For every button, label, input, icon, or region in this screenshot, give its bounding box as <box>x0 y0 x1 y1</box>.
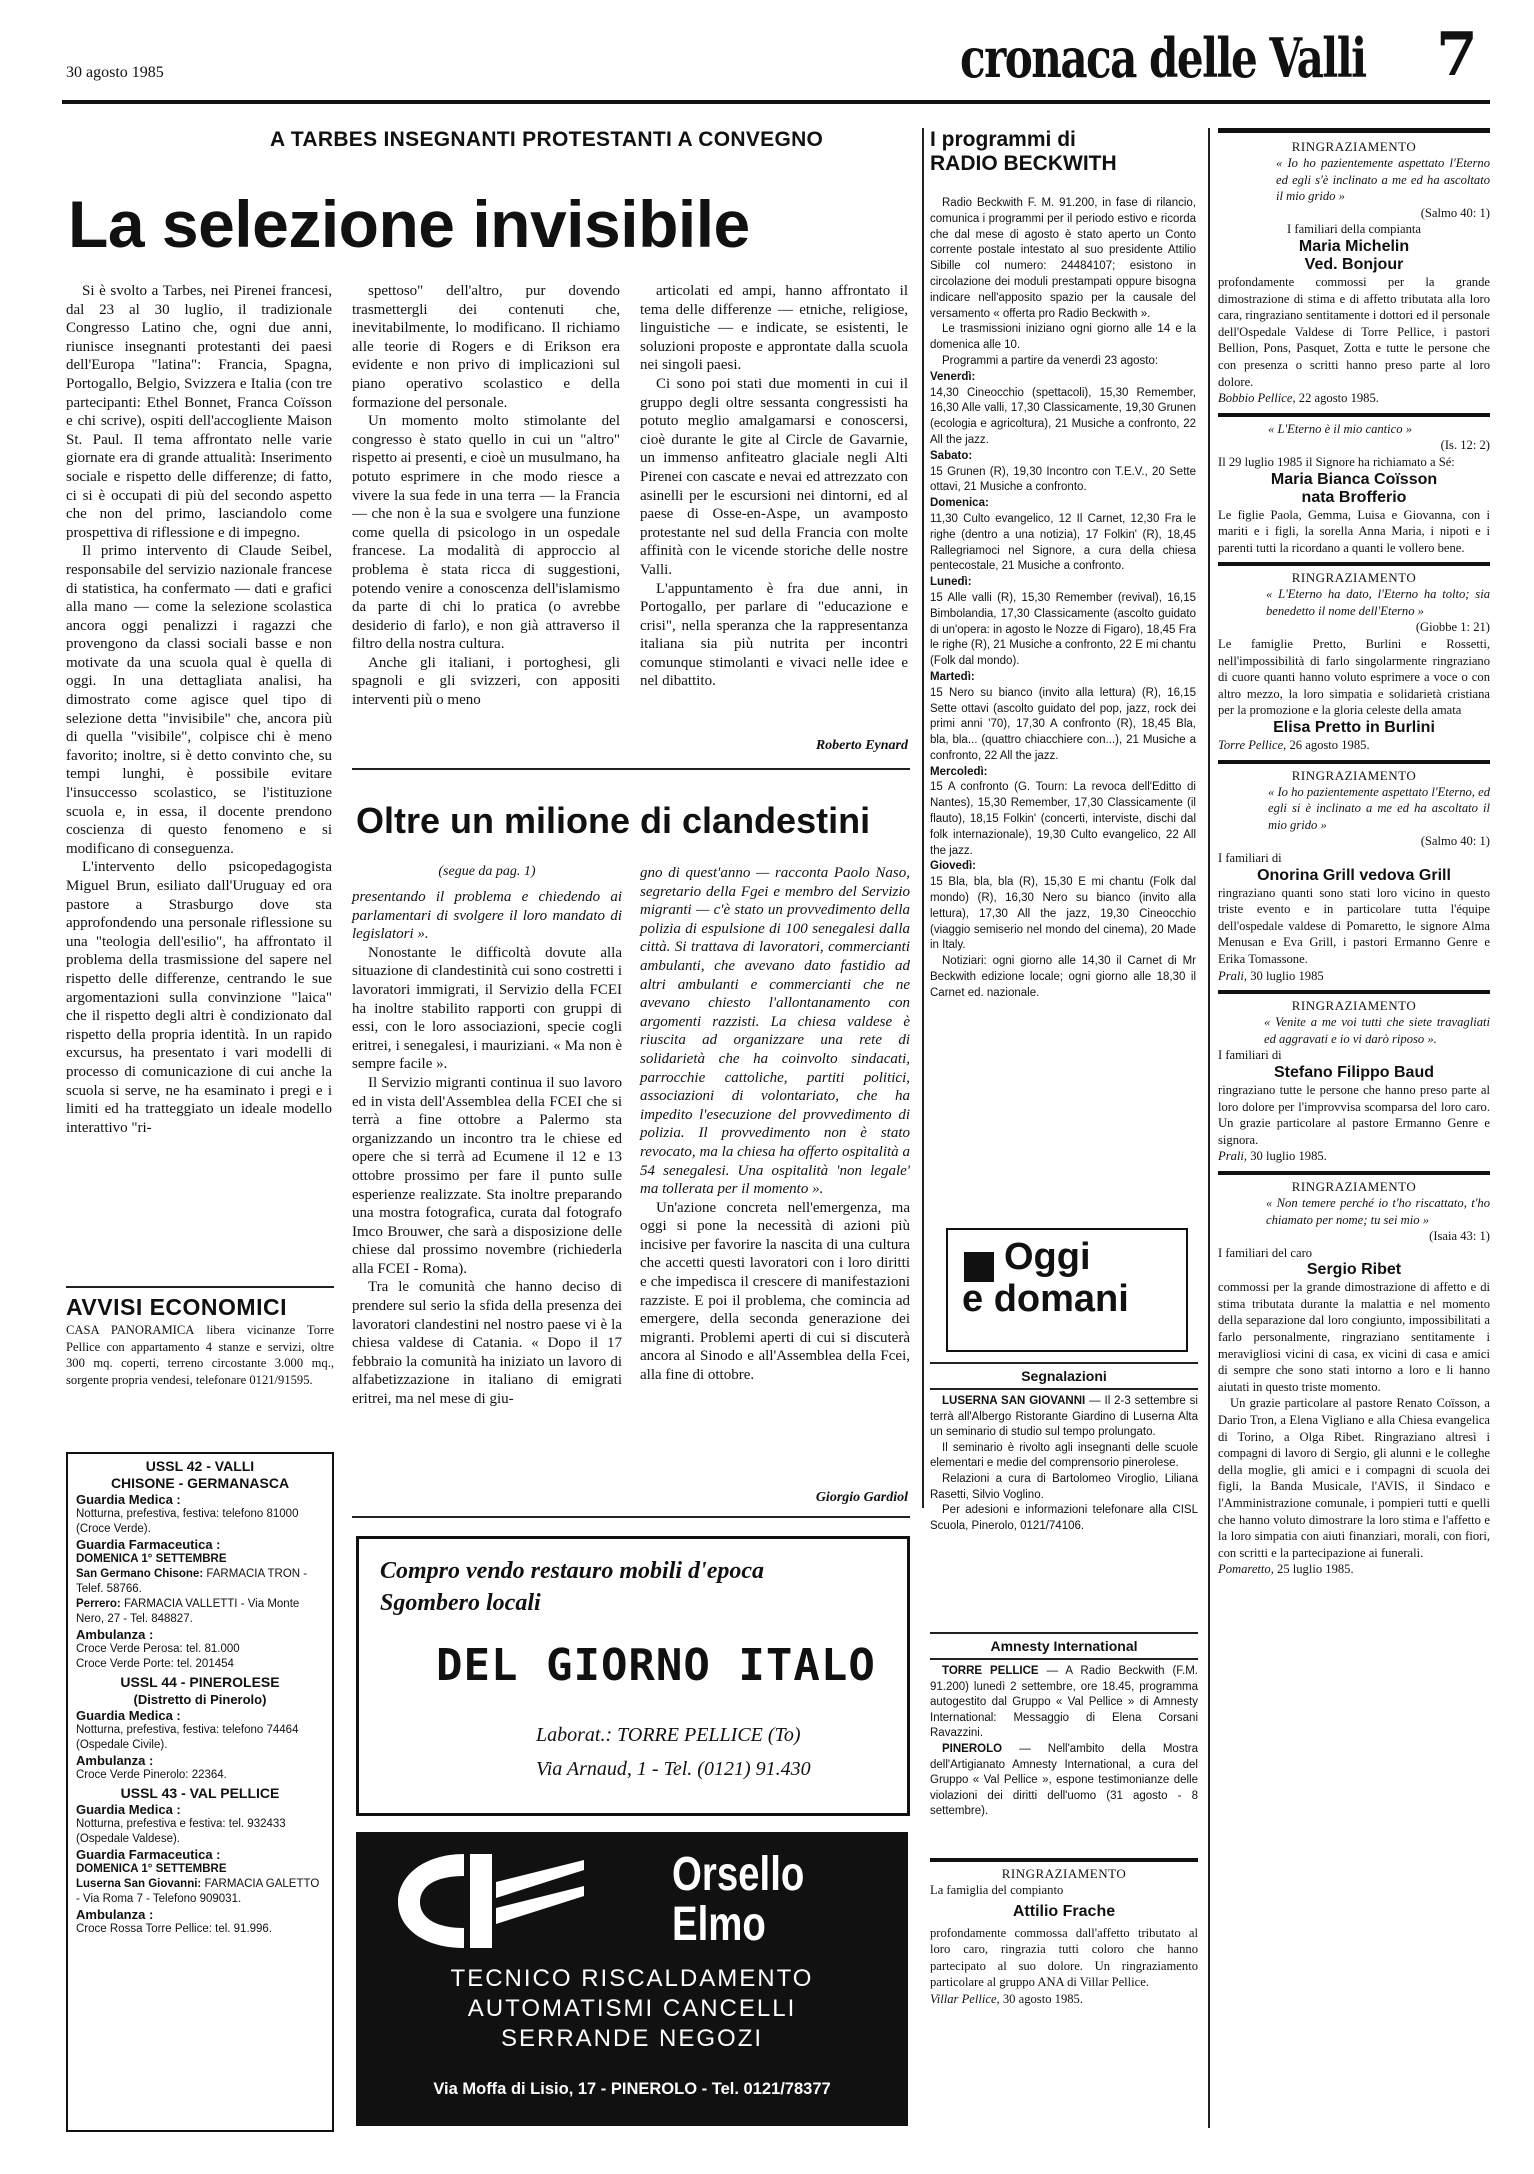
article2-continuation: (segue da pag. 1) <box>438 864 536 879</box>
thanks-bar <box>1218 760 1490 764</box>
thanks-intro: I familiari della compianta <box>1287 222 1421 237</box>
radio-day <box>930 575 1196 670</box>
article2-column-2 <box>640 864 910 1450</box>
sign-place: Bobbio Pellice, <box>1218 391 1296 406</box>
thanks-body: commossi per la grande dimostrazione di affetto e di stima tributata durante la malattia e nel momento della separazione dal loro congiunto, impossibilitati a farlo personalmente, ringraziano sentitamente i meravigliosi vicini di casa, ex vicini di casa e amici di sempre che sono stati intorno a loro e li hanno aiutati in questo triste momento. <box>1218 1280 1490 1394</box>
article1-column-3 <box>640 282 908 734</box>
paragraph: articolati ed ampi, hanno affrontato il tema delle differenze — etniche, religiose, linguistiche — e indicate, se esistenti, le soluzioni proposte e approntate dalla scuola nei singoli paesi. <box>640 283 908 374</box>
divider <box>930 1632 1198 1634</box>
paragraph: Anche gli italiani, i portoghesi, gli spagnoli e gli svizzeri, con appositi interventi più o meno <box>352 654 620 709</box>
day-label: Venerdì: <box>930 370 976 383</box>
day-label: Giovedì: <box>930 860 977 873</box>
ambulanza-label: Ambulanza : <box>76 1627 154 1642</box>
day-label: Martedì: <box>930 670 975 683</box>
notice-text: — A Radio Beckwith (F.M. 91.200) lunedì 2 settembre, ore 18.45, programma autogestito dal Gruppo « Val Pellice » di Amnesty International: Messaggio di Elena Corsani Ravazzini. <box>930 1665 1198 1740</box>
ad-line-1: Compro vendo restauro mobili d'epoca <box>380 1558 764 1584</box>
pharmacy-text: FARMACIA VALLETTI - Via Monte Nero, 27 - Tel. 848827. <box>76 1598 300 1625</box>
thanks-intro: I familiari di <box>1218 1048 1282 1063</box>
quote-reference: (Is. 12: 2) <box>1440 438 1490 453</box>
segnalazioni-heading: Segnalazioni <box>1021 1368 1107 1384</box>
sign-place: Prali, <box>1218 1149 1248 1164</box>
radio-outro: Notiziari: ogni giorno alle 14,30 il Carnet di Mr Beckwith edizione locale; ogni giorno alle 18,30 il Carnet ed. nazionale. <box>930 955 1196 999</box>
ad-service-line: TECNICO RISCALDAMENTO <box>450 1965 814 1992</box>
day-label: Lunedì: <box>930 576 972 589</box>
notice-text: Per adesioni e informazioni telefonare alla CISL Scuola, Pinerolo, 0121/74106. <box>930 1504 1198 1532</box>
obituary-column <box>1218 128 1490 2128</box>
guardia-farmaceutica-label: Guardia Farmaceutica : <box>76 1847 221 1862</box>
thanks-body: profondamente commossi per la grande dimostrazione di stima e di affetto tributata alla loro cara, ringraziano sentitamente i dottori ed il personale dell'Ospedale Valdese di Torre Pellice, i pastori Bellion, Pons, Pasquet, Zotta e tutte le persone che con presenza o scritti hanno preso parte al loro dolore. <box>1218 274 1490 389</box>
column-rule <box>922 128 924 1508</box>
sign-date: 22 agosto 1985. <box>1298 391 1379 406</box>
pharmacy-date: DOMENICA 1° SETTEMBRE <box>76 1553 227 1565</box>
day-label: Domenica: <box>930 497 989 510</box>
deceased-name: Maria Bianca Coïsson <box>1270 470 1438 488</box>
article1-column-1 <box>66 282 332 1136</box>
thanks-heading: RINGRAZIAMENTO <box>1291 998 1417 1014</box>
day-programs: 15 Alle valli (R), 15,30 Remember (revival), 16,15 Bimbolandia, 17,30 Classicamente (ascolto guidato di un'opera: in agosto le Nozze di Figaro), 18,45 Fra le righe (R), 21 Musiche a confronto, 22 E mi chantu (Folk dal mondo). <box>930 591 1196 668</box>
divider <box>930 1388 1198 1390</box>
ad-services <box>356 1964 908 2054</box>
deceased-name: Maria Michelin <box>1298 237 1410 255</box>
radio-intro-2: Le trasmissioni iniziano ogni giorno alle 14 e la domenica alle 10. <box>930 323 1196 352</box>
radio-day <box>930 370 1196 449</box>
thanks-bar <box>930 1858 1198 1862</box>
pharmacy-place: San Germano Chisone: <box>76 1568 204 1580</box>
guardia-medica-label: Guardia Medica : <box>76 1708 181 1723</box>
ad-service-line: SERRANDE NEGOZI <box>500 2025 764 2052</box>
thanks-bar <box>1218 128 1490 133</box>
sign-place: Villar Pellice, <box>930 1991 1000 2006</box>
place-label: TORRE PELLICE <box>942 1665 1039 1677</box>
place-label: PINEROLO <box>942 1742 1003 1755</box>
thanks-heading: RINGRAZIAMENTO <box>1291 139 1417 154</box>
avvisi-title: AVVISI ECONOMICI <box>66 1294 287 1320</box>
sign-place: Torre Pellice, <box>1218 738 1287 753</box>
radio-day <box>930 496 1196 575</box>
avvisi-text <box>66 1322 334 1388</box>
sign-place: Pomaretto, <box>1218 1562 1274 1577</box>
column-rule <box>1208 128 1210 2128</box>
pharmacy-text: FARMACIA TRON - Telef. 58766. <box>76 1568 308 1595</box>
day-programs: 15 Bla, bla, bla (R), 15,30 E mi chantu (Folk dal mondo) (R), 16,30 Nero su bianco (invito alla lettura), 17,30 All the jazz, 19,30 Cineocchio (viaggio semiserio nel mondo del cinema), 20 Made in Italy. <box>930 876 1196 952</box>
guardia-medica-label: Guardia Medica : <box>76 1802 181 1817</box>
issue-date: 30 agosto 1985 <box>66 64 164 81</box>
deceased-name-2: Ved. Bonjour <box>1304 255 1404 273</box>
oggi-title-2: e domani <box>962 1278 1129 1320</box>
ad-address: Via Arnaud, 1 - Tel. (0121) 91.430 <box>536 1758 811 1780</box>
pharmacy-text: FARMACIA GALETTO - Via Roma 7 - Telefono 909031. <box>76 1878 320 1905</box>
article2-title: Oltre un milione di clandestini <box>356 800 871 841</box>
ambulanza-label: Ambulanza : <box>76 1753 154 1768</box>
guardia-medica-label: Guardia Medica : <box>76 1492 181 1507</box>
thanks-bar <box>1218 990 1490 994</box>
day-label: Sabato: <box>930 449 973 462</box>
notice-text: Il seminario è rivolto agli insegnanti delle scuole elementari e medie del comprensorio pinerolese. <box>930 1441 1198 1470</box>
guardia-medica-text: Notturna, prefestiva, festiva: telefono 74464 (Ospedale Civile). <box>76 1724 299 1751</box>
thanks-body: ringraziano tutte le persone che hanno preso parte al loro dolore per l'improvvisa scomparsa del loro caro. Un grazie particolare al pastore Ermanno Genre e signora. <box>1218 1082 1490 1147</box>
article1-author: Roberto Eynard <box>815 738 908 753</box>
sign-date: 30 luglio 1985. <box>1250 1149 1327 1164</box>
ambulanza-text: Croce Verde Perosa: tel. 81.000 <box>76 1643 240 1655</box>
paragraph: presentando il problema e chiedendo ai parlamentari di svolgere il loro mandato di legislatori ». <box>352 889 622 943</box>
page-number: 7 <box>1436 20 1478 90</box>
bible-quote: « L'Eterno è il mio cantico » <box>1268 421 1413 436</box>
thanks-bar <box>1218 1171 1490 1175</box>
thanks-heading: RINGRAZIAMENTO <box>1001 1866 1127 1881</box>
thanks-intro: I familiari di <box>1218 851 1282 865</box>
ambulanza-label: Ambulanza : <box>76 1907 154 1922</box>
thanks-intro: I familiari del caro <box>1218 1245 1313 1260</box>
avvisi-lead: CASA PANORAMICA <box>66 1323 195 1337</box>
day-label: Mercoledì: <box>930 765 988 778</box>
deceased-name: Onorina Grill vedova Grill <box>1257 866 1451 884</box>
ad-line-2: Sgombero locali <box>380 1590 541 1616</box>
ussl-title-2: CHISONE - GERMANASCA <box>110 1475 290 1491</box>
quote-reference: (Salmo 40: 1) <box>1420 205 1490 220</box>
bible-quote: « Io ho pazientemente aspettato l'Eterno, ed egli si è inclinato a me ed ha ascoltato il mio grido » <box>1268 784 1490 832</box>
sign-date: 25 luglio 1985. <box>1277 1562 1354 1577</box>
segnalazioni-text <box>930 1394 1198 1534</box>
radio-title <box>930 128 1117 176</box>
paragraph: gno di quest'anno — racconta Paolo Naso, segretario della Fgei e membro del Servizio migranti — c'è stato un provvedimento della polizia di espulsione di 100 senegalesi dalla città. Si trattava di lavoratori, commercianti ambulanti, che avevano dato fastidio ad altri ambulanti e commercianti che ne avevano chiesto l'allontanamento con argomenti razzisti. La chiesa valdese è riuscita ad organizzare una rete di solidarietà che ha coinvolto sindacati, parrocchie cattoliche, partiti politici, associazioni di volontariato, che ha impedito l'esecuzione del provvedimento di polizia. Il provvedimento non è stato revocato, ma la chiesa ha offerto ospitalità a 54 senegalesi. Una ospitalità 'non legale' ma tollerata per il momento ». <box>640 865 910 1198</box>
paragraph: Un'azione concreta nell'emergenza, ma oggi si pone la necessità di azioni più incisive per favorire la nascita di una cultura che accetti questi lavoratori con i loro diritti e che impedisca il crescere di manifestazioni razziste. E poi il problema, che comincia ad emergere, della seconda generazione dei migranti. Problemi aperti di cui si discuterà ancora al Sinodo e all'Assemblea della Fcei, alla fine di ottobre. <box>640 1199 910 1384</box>
deceased-name: Elisa Pretto in Burlini <box>1273 719 1435 737</box>
radio-intro-3: Programmi a partire da venerdì 23 agosto: <box>942 354 1159 367</box>
paragraph: Nonostante le difficoltà dovute alla situazione di clandestinità cui sono costretti i lavoratori immigrati, il Servizio della FCEI ha inoltre stabilito rapporti con gruppi di essi, con le loro associazioni, specie cogli eritrei, i senegalesi, i mauriziani. « Ma non è sempre facile ». <box>352 944 622 1073</box>
radio-day <box>930 859 1196 954</box>
thanks-heading: RINGRAZIAMENTO <box>1291 1178 1417 1194</box>
pharmacy-place: Luserna San Giovanni: <box>76 1878 202 1890</box>
guardia-medica-text: Notturna, prefestiva e festiva: tel. 932433 (Ospedale Valdese). <box>76 1818 286 1845</box>
guardia-farmaceutica-label: Guardia Farmaceutica : <box>76 1537 221 1552</box>
deceased-name: Sergio Ribet <box>1306 1261 1402 1279</box>
bible-quote: « Venite a me voi tutti che siete travagliati ed aggravati e io vi darò riposo ». <box>1264 1015 1490 1046</box>
quote-reference: (Salmo 40: 1) <box>1420 834 1490 849</box>
radio-day <box>930 449 1196 496</box>
article2-column-1 <box>352 888 622 1454</box>
article1-kicker: A TARBES INSEGNANTI PROTESTANTI A CONVEGNO <box>270 128 824 151</box>
ussl-title: USSL 42 - VALLI <box>145 1458 255 1474</box>
thanks-body-2: Un grazie particolare al pastore Renato Coïsson, a Dario Tron, a Elena Vigliano e alla Chiesa evangelica di Torino, a Olga Ribet. Ringraziano altresì i compagni di lavoro di Sergio, gli alunni e le colleghe della moglie, gli amici e i compagni di scuola dei figli, la Banda Musicale, l'AVIS, il Sindaco e l'Amministrazione comunale, i pompieri tutti e quelli che hanno voluto dimostrare la loro stima e l'affetto e la loro simpatia con aiuti finanziari, morali, con fiori, con scritti e la partecipazione ai funerali. <box>1218 1396 1490 1560</box>
paragraph: spettoso" dell'altro, pur dovendo trasmettergli dei contenuti che, inevitabilmente, lo modificano. Il richiamo alle teorie di Rogers e di Erikson era evidente e non privo di implicazioni sul piano operativo scolastico e della formazione del personale. <box>352 283 620 411</box>
ad-brand: Orsello <box>672 1848 805 1901</box>
radio-title-line-2: RADIO BECKWITH <box>930 152 1117 175</box>
thanks-bar <box>1218 413 1490 417</box>
thanks-body: Le figlie Paola, Gemma, Luisa e Giovanna, con i mariti e i figli, la sorella Anna Maria, i nipoti e i parenti tutti la ricordano a quanti le vollero bene. <box>1218 507 1490 555</box>
deceased-name-2: nata Brofferio <box>1301 488 1407 506</box>
paragraph: Un momento molto stimolante del congresso è stato quello in cui un "altro" rispetto ai presenti, e cioè un musulmano, ha potuto esprimere in che modo riesce a vivere la sua fede in una terra — la Francia — che non è la sua e svolgere una funzione come quella di psicologo in un ospedale francese. La modalità di approccio al problema è stata ricca di suggestioni, potendo venire a conoscenza dell'islamismo da parte di chi lo pratica (o avrebbe desiderio di farlo), e non già attraverso il filtro della nostra cultura. <box>352 413 620 653</box>
amnesty-heading: Amnesty International <box>990 1638 1138 1654</box>
day-programs: 15 Nero su bianco (invito alla lettura) (R), 16,15 Sette ottavi (ascolto guidato del pop, jazz, rock dei primi anni '70), 17,30 A confronto (R), 18,45 Bla, bla, bla... (quattro chiacchiere con...), 21 Musiche a confronto, 22 All the jazz. <box>930 686 1196 762</box>
notice-text: — Nell'ambito della Mostra dell'Artigianato Amnesty International, a cura del Gruppo « Val Pellice », espone testimonianze delle violazioni dei diritti dell'uomo (31 agosto - 8 settembre). <box>930 1742 1198 1818</box>
thanks-body: profondamente commossa dall'affetto tributato al loro caro, ringrazia tutti coloro che hanno partecipato al suo dolore. Un ringraziamento particolare al gruppo ANA di Villar Pellice. <box>930 1925 1198 1990</box>
article1-title: La selezione invisibile <box>68 187 750 261</box>
ambulanza-text: Croce Verde Porte: tel. 201454 <box>76 1658 234 1670</box>
guardia-medica-text: Notturna, prefestiva, festiva: telefono 81000 (Croce Verde). <box>76 1508 299 1535</box>
paragraph: Ci sono poi stati due momenti in cui il gruppo degli oltre sessanta congressisti ha potuto meglio amalgamarsi e conoscersi, cioè durante le gite al Circle de Gavarnie, un immenso anfiteatro glaciale negli Alti Pirenei con cascate e nevai ed attrezzato con asinelli per le escursioni nei dintorni, ed al paese di Osse-en-Aspe, un avamposto protestante nel sud della Francia con molte affinità con le vicende storiche delle nostre Valli. <box>640 375 908 578</box>
sign-date: 30 agosto 1985. <box>1002 1991 1083 2006</box>
ad-company-name: DEL GIORNO ITALO <box>436 1640 876 1691</box>
sign-date: 30 luglio 1985 <box>1250 968 1324 983</box>
ad-orsello-address: Via Moffa di Lisio, 17 - PINEROLO - Tel. 0121/78377 <box>433 2080 831 2098</box>
thanks-heading: RINGRAZIAMENTO <box>1291 570 1417 586</box>
divider <box>930 1362 1198 1364</box>
notice-text: — Il 2-3 settembre si terrà all'Albergo Ristorante Giardino di Luserna Alta un seminario di studio sul tempo prolungato. <box>930 1395 1198 1439</box>
ussl-title-2: (Distretto di Pinerolo) <box>133 1692 267 1707</box>
masthead: cronaca delle Valli <box>960 26 1366 90</box>
ussl-title: USSL 44 - PINEROLESE <box>120 1674 280 1690</box>
thanks-intro: La famiglia del compianto <box>930 1883 1064 1897</box>
ad-brand-2: Elmo <box>672 1898 766 1951</box>
paragraph: Il primo intervento di Claude Seibel, responsabile del servizio nazionale francese di statistica, ha confermato — dati e grafici alla mano — come la selezione scolastica ancora oggi penalizzi i ragazzi che provengono da classi sociali basse e non motivate da una scuola qual è quella di oggi. In una dettagliata analisi, ha dimostrato come agisce quel tipo di selezione detta "invisibile" che, ancora più di quella "visibile", colpisce chi è meno favorito; inoltre, si è detto convinto che, su tempi lunghi, è possibile evitare l'insuccesso scolastico, se l'istituzione scuola e, in essa, il docente prendono coscienza di questo fenomeno e si modificano di conseguenza. <box>66 543 332 857</box>
radio-day <box>930 765 1196 860</box>
bible-quote: « Non temere perché io t'ho riscattato, t'ho chiamato per nome; tu sei mio » <box>1266 1195 1490 1227</box>
thanks-heading: RINGRAZIAMENTO <box>1291 767 1417 783</box>
orsello-logo-icon <box>384 1846 594 1956</box>
radio-schedule <box>930 196 1196 1206</box>
oggi-title: Oggi <box>1004 1236 1091 1278</box>
thanks-body: ringraziano quanti sono stati loro vicino in questo triste evento e in particolare tutta l'équipe dell'ospedale valdese di Pomaretto, le signore Alma Menusan e Eva Grill, i pastori Ermanno Genre e Erika Tomassone. <box>1218 885 1490 966</box>
notice-text: Relazioni a cura di Bartolomeo Viroglio, Liliana Rasetti, Silvio Voglino. <box>930 1472 1198 1501</box>
radio-intro: Radio Beckwith F. M. 91.200, in fase di rilancio, comunica i programmi per il periodo estivo e ricorda che dal mese di agosto è stato aperto un Conto corrente postale intestato al suo presidente Attilio Sibille col numero: 24484107; esistono in circolazione dei moduli prestampati oppure bisogna indicare nell'apposito spazio per la causale del versamento « offerta pro Radio Beckwith ». <box>930 197 1196 320</box>
divider <box>352 1516 910 1518</box>
divider <box>930 1658 1198 1660</box>
sign-place: Prali, <box>1218 968 1248 983</box>
day-programs: 15 Grunen (R), 19,30 Incontro con T.E.V., 20 Sette ottavi, 21 Musiche a confronto. <box>930 465 1196 494</box>
quote-reference: (Isaia 43: 1) <box>1429 1229 1490 1244</box>
quote-reference: (Giobbe 1: 21) <box>1415 620 1490 635</box>
ad-lab: Laborat.: TORRE PELLICE (To) <box>536 1724 801 1746</box>
ambulanza-text: Croce Verde Pinerolo: 22364. <box>76 1769 227 1781</box>
header-rule <box>62 100 1490 104</box>
ussl-title: USSL 43 - VAL PELLICE <box>120 1785 280 1801</box>
paragraph: Tra le comunità che hanno deciso di prendere sul serio la sfida della presenza dei lavoratori clandestini nel nostro paese vi è la chiesa valdese di Catania. « Dopo il 17 febbraio la comunità ha iniziato un lavoro di alfabetizzazione in italiano di emigrati eritrei, ma nel mese di giu- <box>352 1279 622 1408</box>
article1-column-2 <box>352 282 620 764</box>
divider <box>66 1286 334 1288</box>
day-programs: 15 A confronto (G. Tourn: La revoca dell'Editto di Nantes), 15,30 Remember, 17,30 Classicamente (il flauto), 18,15 Folkin' (concerti, interviste, dischi dal folk internazionale), 19,30 Culto evangelico, 22 All the jazz. <box>930 781 1196 857</box>
deceased-name: Stefano Filippo Baud <box>1274 1063 1434 1081</box>
avvisi-body: libera vicinanze Torre Pellice con appartamento 4 stanze e servizi, oltre 300 mq. coperti, terreno circostante 3.000 mq., sorgente propria vendesi, telefonare 0121/91595. <box>66 1323 335 1387</box>
bible-quote: « L'Eterno ha dato, l'Eterno ha tolto; sia benedetto il nome dell'Eterno » <box>1266 587 1490 618</box>
thanks-intro: Il 29 luglio 1985 il Signore ha richiamato a Sé: <box>1218 454 1455 469</box>
amnesty-text <box>930 1664 1198 1820</box>
day-programs: 11,30 Culto evangelico, 12 Il Carnet, 12,30 Fra le righe (dentro a una notizia), 17 Folkin' (R), 18,45 Rallegriamoci nel Signore, a cura della chiesa pentecostale, 21 Musiche a confronto. <box>930 512 1196 573</box>
article2-author: Giorgio Gardiol <box>815 1490 908 1505</box>
thanks-body: Le famiglie Pretto, Burlini e Rossetti, nell'impossibilità di farlo singolarmente ringraziano di cuore quanti hanno voluto esprimere a voce o con altro mezzo, la loro simpatia e solidarietà cristiana per la promozione e la gloria celeste della amata <box>1218 637 1490 718</box>
sign-date: 26 agosto 1985. <box>1289 738 1370 753</box>
paragraph: L'appuntamento è fra due anni, in Portogallo, per parlare di "educazione e crisi", nella speranza che la rappresentanza italiana sia più nutrita per incontri comunque stimolanti e vivaci nelle idee e nel dibattito. <box>640 580 908 690</box>
paragraph: Il Servizio migranti continua il suo lavoro ed in vista dell'Assemblea della FCEI che si terrà a fine ottobre a Palermo sta organizzando un incontro tra le chiese ed opere che si terrà ad Ecumene il 12 e 13 ottobre prossimo per fare il punto sulle esperienze realizzate. Sta inoltre preparando una mostra fotografica, curata dal fotografo Imco Brouwer, che sarà a disposizione delle chiese dal prossimo novembre (richiederla alla FCEI - Roma). <box>352 1074 622 1277</box>
ad-service-line: AUTOMATISMI CANCELLI <box>467 1995 797 2022</box>
ambulanza-text: Croce Rossa Torre Pellice: tel. 91.996. <box>76 1923 273 1935</box>
pharmacy-date: DOMENICA 1° SETTEMBRE <box>76 1863 227 1875</box>
paragraph: L'intervento dello psicopedagogista Miguel Brun, esiliato dall'Uruguay ed ora pastore a Strasburgo dove sta approfondendo una personale riflessione su una "teologia dell'esilio", ha affrontato il problema della trasmissione del sapere nel rispetto delle differenze, centrando le sue argomentazioni sulla convinzione "laica" che il rispetto degli altri è condizionato dal rispetto della propria identità. In un rapido excursus, ha presentato i vari modelli di processo di comunicazione di cui anche la scuola si serve, ne ha esaminato i pregi e i limiti ed ha tratteggiato un ideale modello interattivo "ri- <box>66 859 332 1136</box>
radio-title-line-1: I programmi di <box>930 128 1076 151</box>
paragraph: Si è svolto a Tarbes, nei Pirenei francesi, dal 23 al 30 luglio, il tradizionale Congresso Latino che, ogni due anni, riunisce insegnanti protestanti dei paesi dell'Europa "latina": Francia, Spagna, Portogallo, Belgio, Svizzera e Italia (con tre partecipanti: Ethel Bonnet, Franca Coïsson e chi scrive), ospiti dell'accogliente Maison St. Paul. Il tema affrontato nelle varie giornate era di grande attualità: Inserimento sociale e rispetto delle differenze; di fatto, ci si è occupati di più del secondo aspetto che non del primo, lasciandolo come prospettiva di riflessione e di impegno. <box>66 283 332 541</box>
pharmacy-place: Perrero: <box>76 1598 121 1610</box>
divider <box>352 768 910 770</box>
deceased-name: Attilio Frache <box>1012 1902 1116 1920</box>
day-programs: 14,30 Cineocchio (spettacoli), 15,30 Remember, 16,30 Alle valli, 17,30 Classicamente, 19,30 Grunen (ecologia e agricoltura), 21 Musiche a confronto, 22 All the jazz. <box>930 386 1196 446</box>
place-label: LUSERNA SAN GIOVANNI <box>942 1395 1086 1407</box>
radio-day <box>930 670 1196 765</box>
frache-thanks <box>930 1866 1198 2008</box>
thanks-bar <box>1218 562 1490 566</box>
ussl-content <box>76 1458 324 2122</box>
bible-quote: « Io ho pazientemente aspettato l'Eterno ed egli s'è inclinato a me ed ha ascoltato il mio grido » <box>1276 156 1490 204</box>
